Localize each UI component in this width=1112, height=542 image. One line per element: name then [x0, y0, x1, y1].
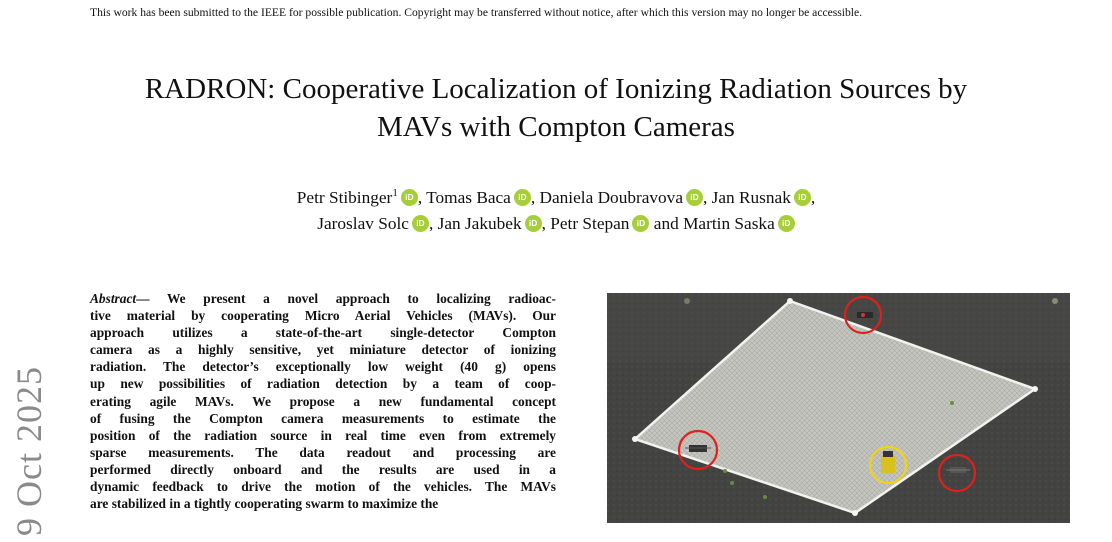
abstract-line — [90, 375, 556, 392]
copyright-notice: This work has been submitted to the IEEE for possible publication. Copyright may be transferred without notice, after which this version may no longer be accessible. — [90, 6, 863, 19]
abstract-text: radiation. The detector’s exceptionally low weight (40 g) opens — [90, 359, 556, 375]
abstract-line — [90, 290, 556, 307]
abstract-text: up new possibilities of radiation detection by a team of coop- — [90, 376, 556, 392]
orcid-icon[interactable]: iD — [794, 189, 811, 206]
author-separator: , — [810, 187, 816, 207]
abstract-line — [90, 341, 556, 358]
author-separator: , — [530, 187, 536, 207]
author-name: Petr Stepan — [550, 214, 630, 233]
abstract-line — [90, 324, 556, 341]
author-separator: , — [703, 187, 708, 207]
author-separator: , — [428, 214, 434, 233]
orcid-icon[interactable]: iD — [412, 215, 429, 232]
abstract-line — [90, 495, 556, 512]
orcid-icon[interactable]: iD — [778, 215, 795, 232]
paper-title — [0, 70, 1112, 146]
abstract-line — [90, 444, 556, 461]
title-line-2: MAVs with Compton Cameras — [377, 111, 735, 143]
orcid-icon[interactable]: iD — [686, 189, 703, 206]
affiliation-mark: 1 — [392, 187, 398, 199]
abstract-text: sparse measurements. The data readout and processing are — [90, 444, 556, 460]
swarm-photo — [607, 293, 1070, 523]
abstract-line — [90, 358, 556, 375]
author-name: Jan Jakubek — [437, 214, 522, 233]
abstract — [90, 290, 556, 512]
abstract-line — [90, 427, 556, 444]
orcid-icon[interactable]: iD — [401, 189, 418, 206]
abstract-text: dynamic feedback to drive the motion of the vehicles. The MAVs — [90, 479, 556, 495]
abstract-text: — We present a novel approach to localizing radioac- — [136, 291, 556, 306]
abstract-text: are stabilized in a tightly cooperating swarm to maximize the — [90, 496, 439, 512]
abstract-line — [90, 478, 556, 495]
author-name: Tomas Baca — [426, 187, 511, 207]
abstract-line — [90, 410, 556, 427]
abstract-text: approach utilizes a state-of-the-art single-detector Compton — [90, 325, 556, 341]
author-name: Martin Saska — [683, 214, 775, 233]
abstract-line — [90, 393, 556, 410]
orcid-icon[interactable]: iD — [525, 215, 542, 232]
abstract-line — [90, 307, 556, 324]
author-separator: and — [649, 214, 679, 233]
abstract-line — [90, 461, 556, 478]
abstract-text: camera as a highly sensitive, yet miniature detector of ionizing — [90, 342, 556, 358]
abstract-text: performed directly onboard and the results are used in a — [90, 461, 556, 477]
orcid-icon[interactable]: iD — [514, 189, 531, 206]
orcid-icon[interactable]: iD — [632, 215, 649, 232]
author-separator: , — [417, 187, 423, 207]
authors-line-2 — [0, 212, 1112, 236]
abstract-heading: Abstract — [90, 291, 137, 306]
title-line-1: RADRON: Cooperative Localization of Ionizing Radiation Sources by — [144, 73, 968, 105]
author-name: Jaroslav Solc — [317, 214, 409, 233]
author-separator: , — [541, 214, 546, 233]
authors-line-1 — [0, 181, 1112, 210]
abstract-text: position of the radiation source in real time even from extremely — [90, 427, 556, 443]
abstract-text: erating agile MAVs. We propose a new fundamental concept — [90, 393, 556, 409]
abstract-text: of fusing the Compton camera measurements to estimate the — [90, 410, 556, 426]
drone-1 — [857, 312, 873, 318]
arxiv-side-stamp: 9 Oct 2025 — [8, 366, 49, 536]
author-name: Jan Rusnak — [711, 187, 791, 207]
author-name: Daniela Doubravova — [539, 187, 683, 207]
drone-3 — [881, 451, 895, 473]
abstract-text: tive material by cooperating Micro Aerial Vehicles (MAVs). Our — [90, 308, 556, 324]
author-name: Petr Stibinger — [296, 187, 393, 207]
